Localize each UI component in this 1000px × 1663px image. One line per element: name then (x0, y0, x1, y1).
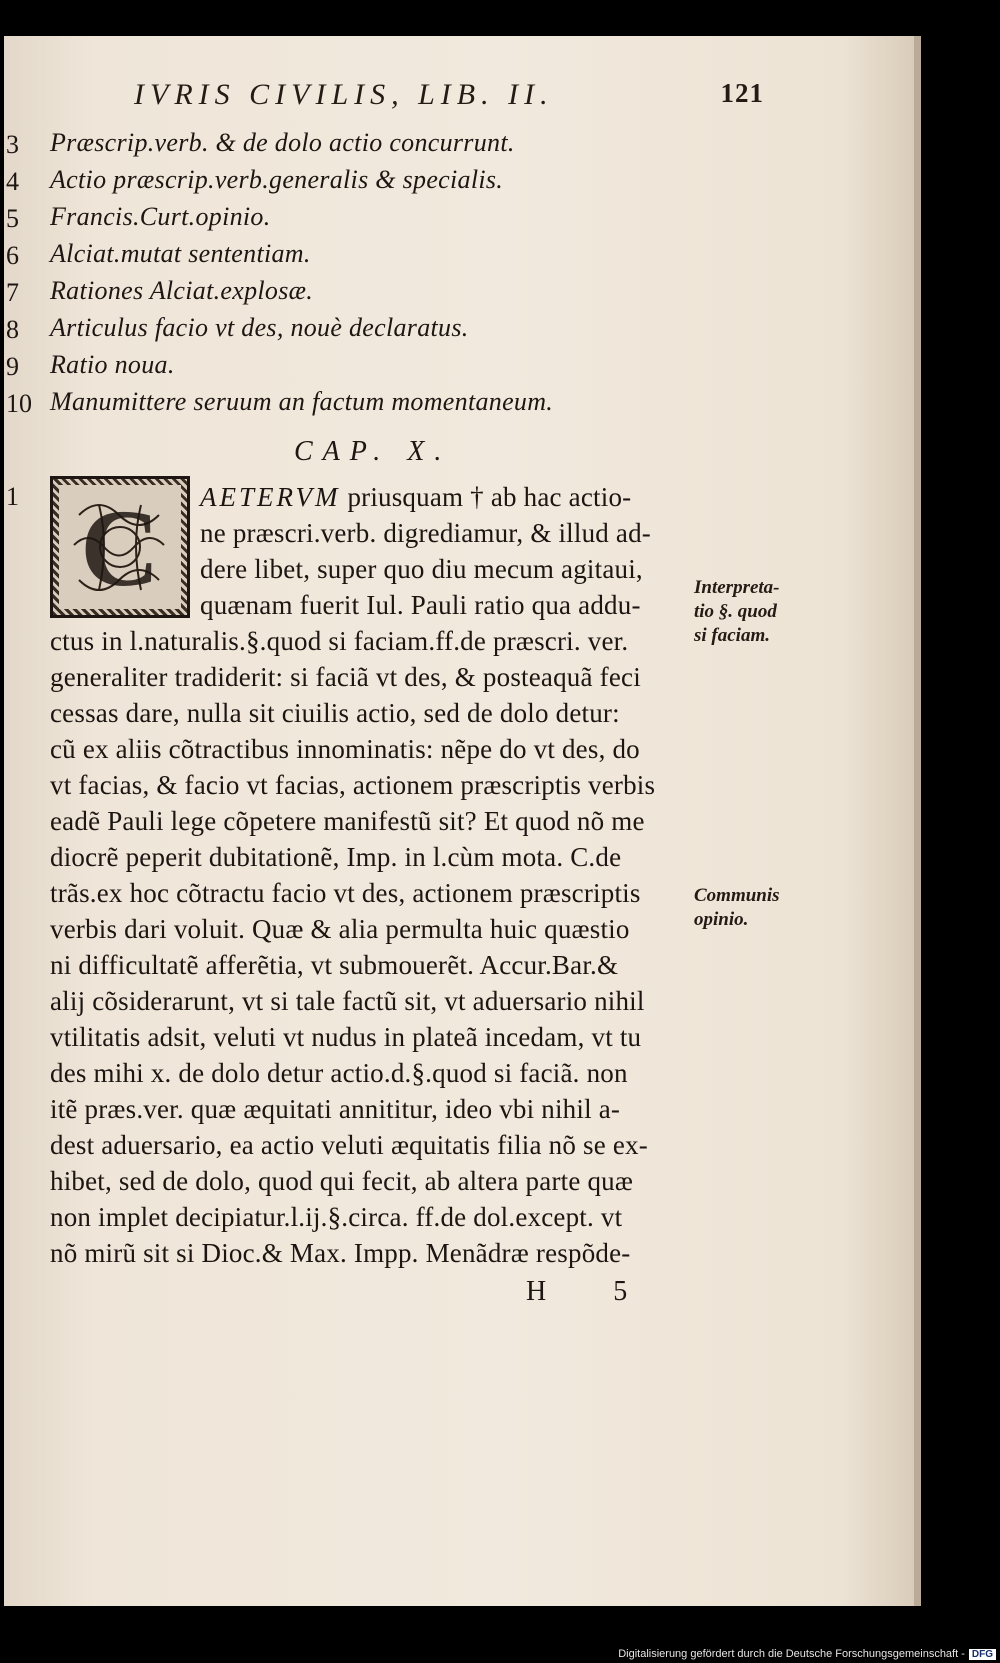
text-line: quænam fuerit Iul. Pauli ratio qua addu- (200, 590, 641, 620)
summary-text: Præscrip.verb. & de dolo actio concurrunt. (50, 128, 515, 157)
text-line: vtilitatis adsit, veluti vt nudus in plateã incedam, vt tu (50, 1022, 642, 1052)
summary-text: Rationes Alciat.explosæ. (50, 276, 314, 305)
text-line: generaliter tradiderit: si faciã vt des, & posteaquã feci (50, 662, 641, 692)
digitization-credit (618, 1648, 996, 1660)
summary-number: 4 (6, 167, 19, 196)
summary-item (4, 200, 724, 237)
summary-text: Actio præscrip.verb.generalis & specialis. (50, 165, 504, 194)
text-line: ni difficultatẽ afferẽtia, vt submouerẽt. Accur.Bar.& (50, 950, 619, 980)
text-line: cũ ex aliis cõtractibus innominatis: nẽpe do vt des, do (50, 734, 640, 764)
summary-text: Alciat.mutat sententiam. (50, 239, 311, 268)
text-line: dest aduersario, ea actio veluti æquitatis filia nõ se ex- (50, 1130, 648, 1160)
running-header (134, 78, 764, 118)
summary-item (4, 385, 724, 422)
summary-item (4, 311, 724, 348)
page-number: 121 (720, 78, 764, 108)
text-line: AETERVM priusquam † ab hac actio- (200, 482, 632, 512)
lead-caps: AETERVM (200, 482, 341, 512)
margin-note: Communis opinio. (694, 885, 780, 930)
text-line: des mihi x. de dolo detur actio.d.§.quod si faciã. non (50, 1058, 628, 1088)
book-page (4, 36, 914, 1606)
summary-item (4, 237, 724, 274)
summary-text: Francis.Curt.opinio. (50, 202, 271, 231)
summary-item (4, 274, 724, 311)
margin-note: Interpreta- tio §. quod si faciam. (694, 577, 780, 646)
text-line: vt facias, & facio vt facias, actionem præscriptis verbis (50, 770, 656, 800)
summary-text: Ratio noua. (50, 350, 175, 379)
text-line: diocrẽ peperit dubitationẽ, Imp. in l.cùm mota. C.de (50, 842, 622, 872)
summary-text: Manumittere seruum an factum momentaneum. (50, 387, 554, 416)
text-line: cessas dare, nulla sit ciuilis actio, sed de dolo detur: (50, 698, 620, 728)
paragraph-number: 1 (6, 482, 19, 511)
initial-letter-icon (59, 485, 181, 609)
summary-number: 9 (6, 352, 19, 381)
dfg-logo: DFG (969, 1649, 996, 1660)
summary-number: 6 (6, 241, 19, 270)
summary-number: 10 (6, 389, 32, 418)
text-line: ne præscri.verb. digrediamur, & illud ad- (200, 518, 651, 548)
credit-text: Digitalisierung gefördert durch die Deutsche Forschungsgemeinschaft - (618, 1648, 965, 1660)
summary-item (4, 348, 724, 385)
text-line: non implet decipiatur.l.ij.§.circa. ff.de dol.except. vt (50, 1202, 623, 1232)
text-line: alij cõsiderarunt, vt si tale factũ sit, vt aduersario nihil (50, 986, 645, 1016)
text-line: eadẽ Pauli lege cõpetere manifestũ sit? Et quod nõ me (50, 806, 645, 836)
summary-text: Articulus facio vt des, nouè declaratus. (50, 313, 469, 342)
summary-number: 7 (6, 278, 19, 307)
text-line: trãs.ex hoc cõtractu facio vt des, actionem præscriptis (50, 878, 641, 908)
text-line: hibet, sed de dolo, quod qui fecit, ab altera parte quæ (50, 1166, 634, 1196)
chapter-summary-list (4, 126, 724, 422)
text-line: verbis dari voluit. Quæ & alia permulta huic quæstio (50, 914, 630, 944)
signature-mark: H 5 (526, 1276, 658, 1307)
text-line: ctus in l.naturalis.§.quod si faciam.ff.de præscri. ver. (50, 626, 629, 656)
text-line: nõ mirũ sit si Dioc.& Max. Impp. Menãdræ respõde- (50, 1238, 631, 1268)
summary-number: 3 (6, 130, 19, 159)
summary-item (4, 163, 724, 200)
text-line: itẽ præs.ver. quæ æquitati annititur, ideo vbi nihil a- (50, 1094, 621, 1124)
summary-item (4, 126, 724, 163)
svg-text:C: C (80, 487, 160, 609)
summary-number: 5 (6, 204, 19, 233)
decorated-initial (50, 476, 190, 618)
chapter-heading: CAP. X. (294, 436, 452, 467)
running-title: IVRIS CIVILIS, LIB. II. (134, 78, 554, 111)
summary-number: 8 (6, 315, 19, 344)
text-line: dere libet, super quo diu mecum agitaui, (200, 554, 643, 584)
